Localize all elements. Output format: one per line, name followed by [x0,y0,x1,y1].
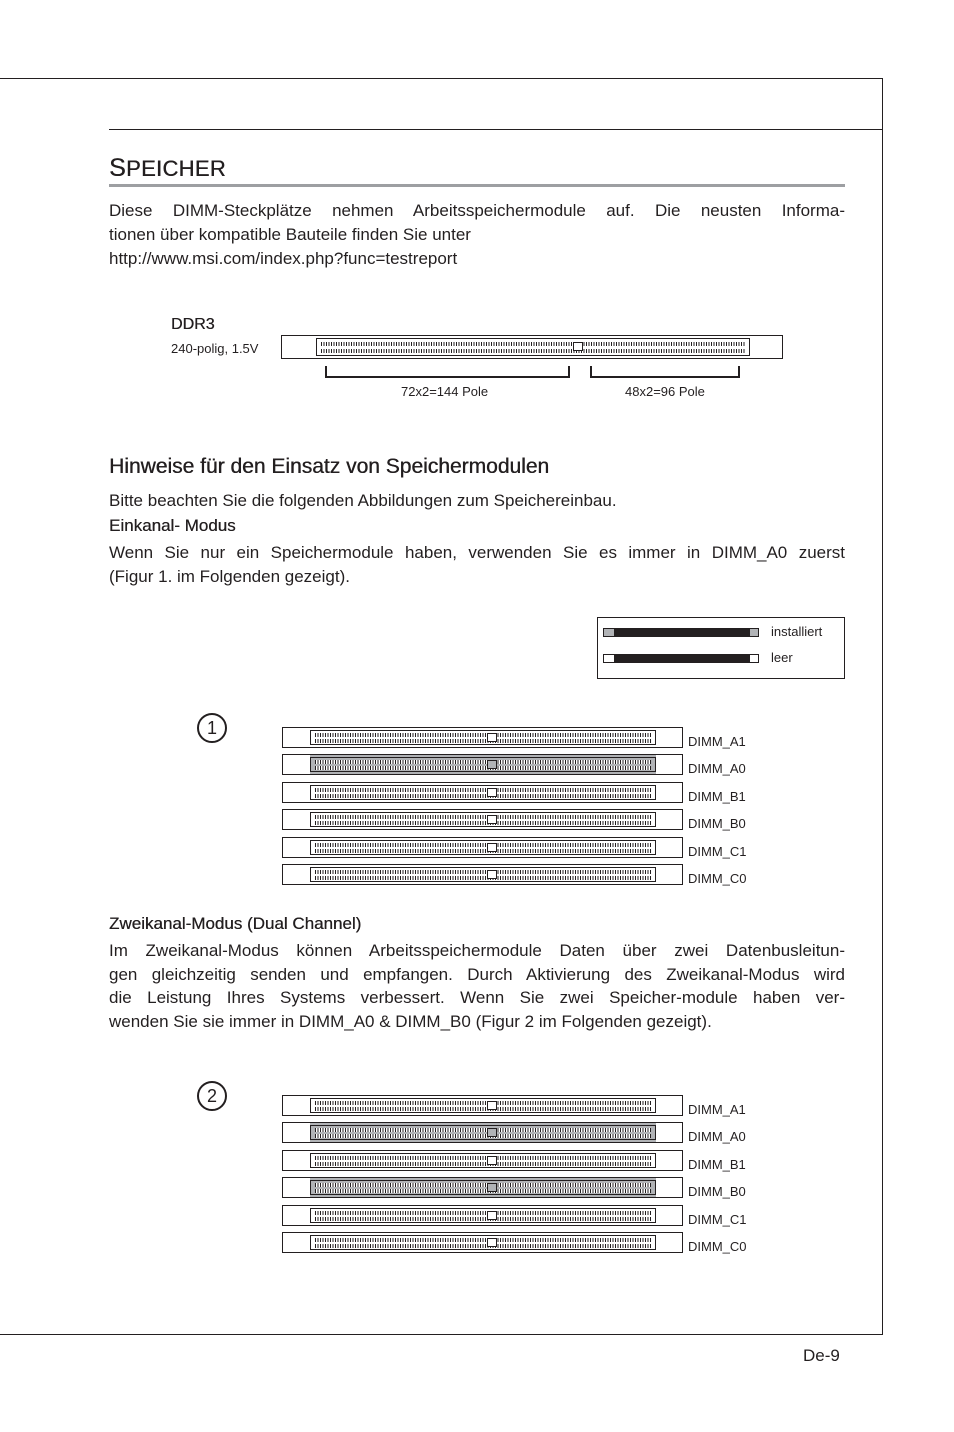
memory-module-installed [310,1180,656,1195]
module-pins-bottom [315,1107,651,1111]
dimm-slot-label: DIMM_A0 [688,1129,746,1144]
intro-paragraph [109,199,845,271]
dimm-slot-label: DIMM_C1 [688,844,747,859]
legend-box [597,617,845,679]
module-pins-top [315,1238,651,1242]
module-key-notch [487,1101,497,1110]
module-pins-bottom [315,1217,651,1221]
dimm-slot [282,1095,683,1116]
module-pins-bottom [315,1189,651,1193]
module-pins-bottom [315,1162,651,1166]
module-pins-top [315,788,651,792]
module-key-notch [487,1183,497,1192]
module-pins-top [315,1183,651,1187]
memory-module-installed [310,1125,656,1140]
dimm-slot-label: DIMM_C0 [688,1239,747,1254]
module-pins-top [315,870,651,874]
single-channel-line-2: (Figur 1. im Folgenden gezeigt). [109,566,350,586]
dimm-slot [282,1122,683,1143]
header-rule [109,129,883,130]
module-pins-top [315,1101,651,1105]
module-pins-bottom [315,739,651,743]
memory-module-empty [310,730,656,745]
ddr3-title: DDR3 [171,316,215,333]
dual-channel-line-3: die Leistung Ihres Systems verbessert. Wenn Sie zwei Speicher-module haben ver- [109,988,845,1007]
figure1-number: 1 [197,713,227,743]
dual-channel-line-2: gen gleichzeitig senden und empfangen. Durch Aktivierung des Zweikanal-Modus wird [109,964,845,984]
module-key-notch [487,1238,497,1247]
module-pins-bottom [315,849,651,853]
module-pins-top [315,843,651,847]
single-channel-paragraph [109,541,845,588]
module-key-notch [487,1156,497,1165]
ddr3-pins-top [321,342,745,346]
dimm-slot-label: DIMM_A1 [688,734,746,749]
ddr3-subtitle: 240-polig, 1.5V [171,341,259,356]
module-key-notch [487,870,497,879]
page-number: De-9 [803,1346,840,1365]
legend-empty-swatch [603,654,759,663]
module-key-notch [487,733,497,742]
module-pins-bottom [315,821,651,825]
right-border [882,78,883,1334]
legend-empty-label: leer [771,650,793,665]
module-pins-top [315,1128,651,1132]
intro-line-2: tionen über kompatible Bauteile finden Sie unter [109,224,471,244]
ddr3-module [316,338,750,356]
dimm-slot-label: DIMM_A1 [688,1102,746,1117]
memory-module-empty [310,1098,656,1113]
module-pins-bottom [315,1134,651,1138]
dimm-slot-label: DIMM_B0 [688,816,746,831]
ddr3-right-bracket [590,366,740,378]
module-key-notch [487,1128,497,1137]
module-pins-bottom [315,1244,651,1248]
dimm-slot [282,837,683,858]
legend-installed-swatch [603,628,759,637]
hints-heading: Hinweise für den Einsatz von Speichermodulen [109,455,550,478]
dimm-slot-label: DIMM_B1 [688,1157,746,1172]
module-key-notch [487,843,497,852]
module-pins-top [315,733,651,737]
module-key-notch [487,1211,497,1220]
dimm-slot [282,1150,683,1171]
module-pins-top [315,1211,651,1215]
dimm-slot [282,754,683,775]
memory-module-installed [310,757,656,772]
dual-channel-line-4: wenden Sie sie immer in DIMM_A0 & DIMM_B0 (Figur 2 im Folgenden gezeigt). [109,1011,712,1031]
module-pins-bottom [315,766,651,770]
title-underline [109,184,845,187]
memory-module-empty [310,785,656,800]
dimm-slot [282,809,683,830]
intro-line-1: Diese DIMM-Steckplätze nehmen Arbeitsspeichermodule auf. Die neusten Informa- [109,201,845,220]
ddr3-key-notch [573,342,583,351]
dimm-slot [282,1177,683,1198]
module-pins-top [315,760,651,764]
top-rule [0,78,883,79]
figure2-number: 2 [197,1081,227,1111]
legend-installed-label: installiert [771,624,823,639]
module-pins-bottom [315,794,651,798]
dimm-slot-label: DIMM_C1 [688,1212,747,1227]
dimm-slot-label: DIMM_A0 [688,761,746,776]
ddr3-slot-diagram [281,335,783,359]
single-channel-heading: Einkanal- Modus [109,516,236,535]
dimm-slot [282,727,683,748]
section-title: SPEICHER [109,154,226,182]
intro-url: http://www.msi.com/index.php?func=testreport [109,249,458,268]
dimm-slot-label: DIMM_B1 [688,789,746,804]
module-key-notch [487,815,497,824]
memory-module-empty [310,1235,656,1250]
hints-intro: Bitte beachten Sie die folgenden Abbildungen zum Speichereinbau. [109,491,617,510]
ddr3-pins-bottom [321,349,745,353]
dual-channel-line-1: Im Zweikanal-Modus können Arbeitsspeichermodule Daten über zwei Datenbusleitun- [109,941,845,960]
ddr3-right-pins-label: 48x2=96 Pole [625,384,705,399]
dual-channel-heading: Zweikanal-Modus (Dual Channel) [109,914,362,933]
single-channel-line-1: Wenn Sie nur ein Speichermodule haben, verwenden Sie es immer in DIMM_A0 zuerst [109,543,845,562]
module-pins-bottom [315,876,651,880]
dimm-slot-label: DIMM_C0 [688,871,747,886]
module-key-notch [487,760,497,769]
dimm-slot [282,782,683,803]
dimm-slot [282,1232,683,1253]
module-pins-top [315,1156,651,1160]
memory-module-empty [310,867,656,882]
memory-module-empty [310,1208,656,1223]
module-pins-top [315,815,651,819]
module-key-notch [487,788,497,797]
ddr3-left-bracket [325,366,570,378]
dual-channel-paragraph [109,939,845,1033]
dimm-slot [282,864,683,885]
ddr3-left-pins-label: 72x2=144 Pole [401,384,489,399]
memory-module-empty [310,840,656,855]
footer-rule [0,1334,883,1335]
memory-module-empty [310,812,656,827]
memory-module-empty [310,1153,656,1168]
dimm-slot [282,1205,683,1226]
dimm-slot-label: DIMM_B0 [688,1184,746,1199]
